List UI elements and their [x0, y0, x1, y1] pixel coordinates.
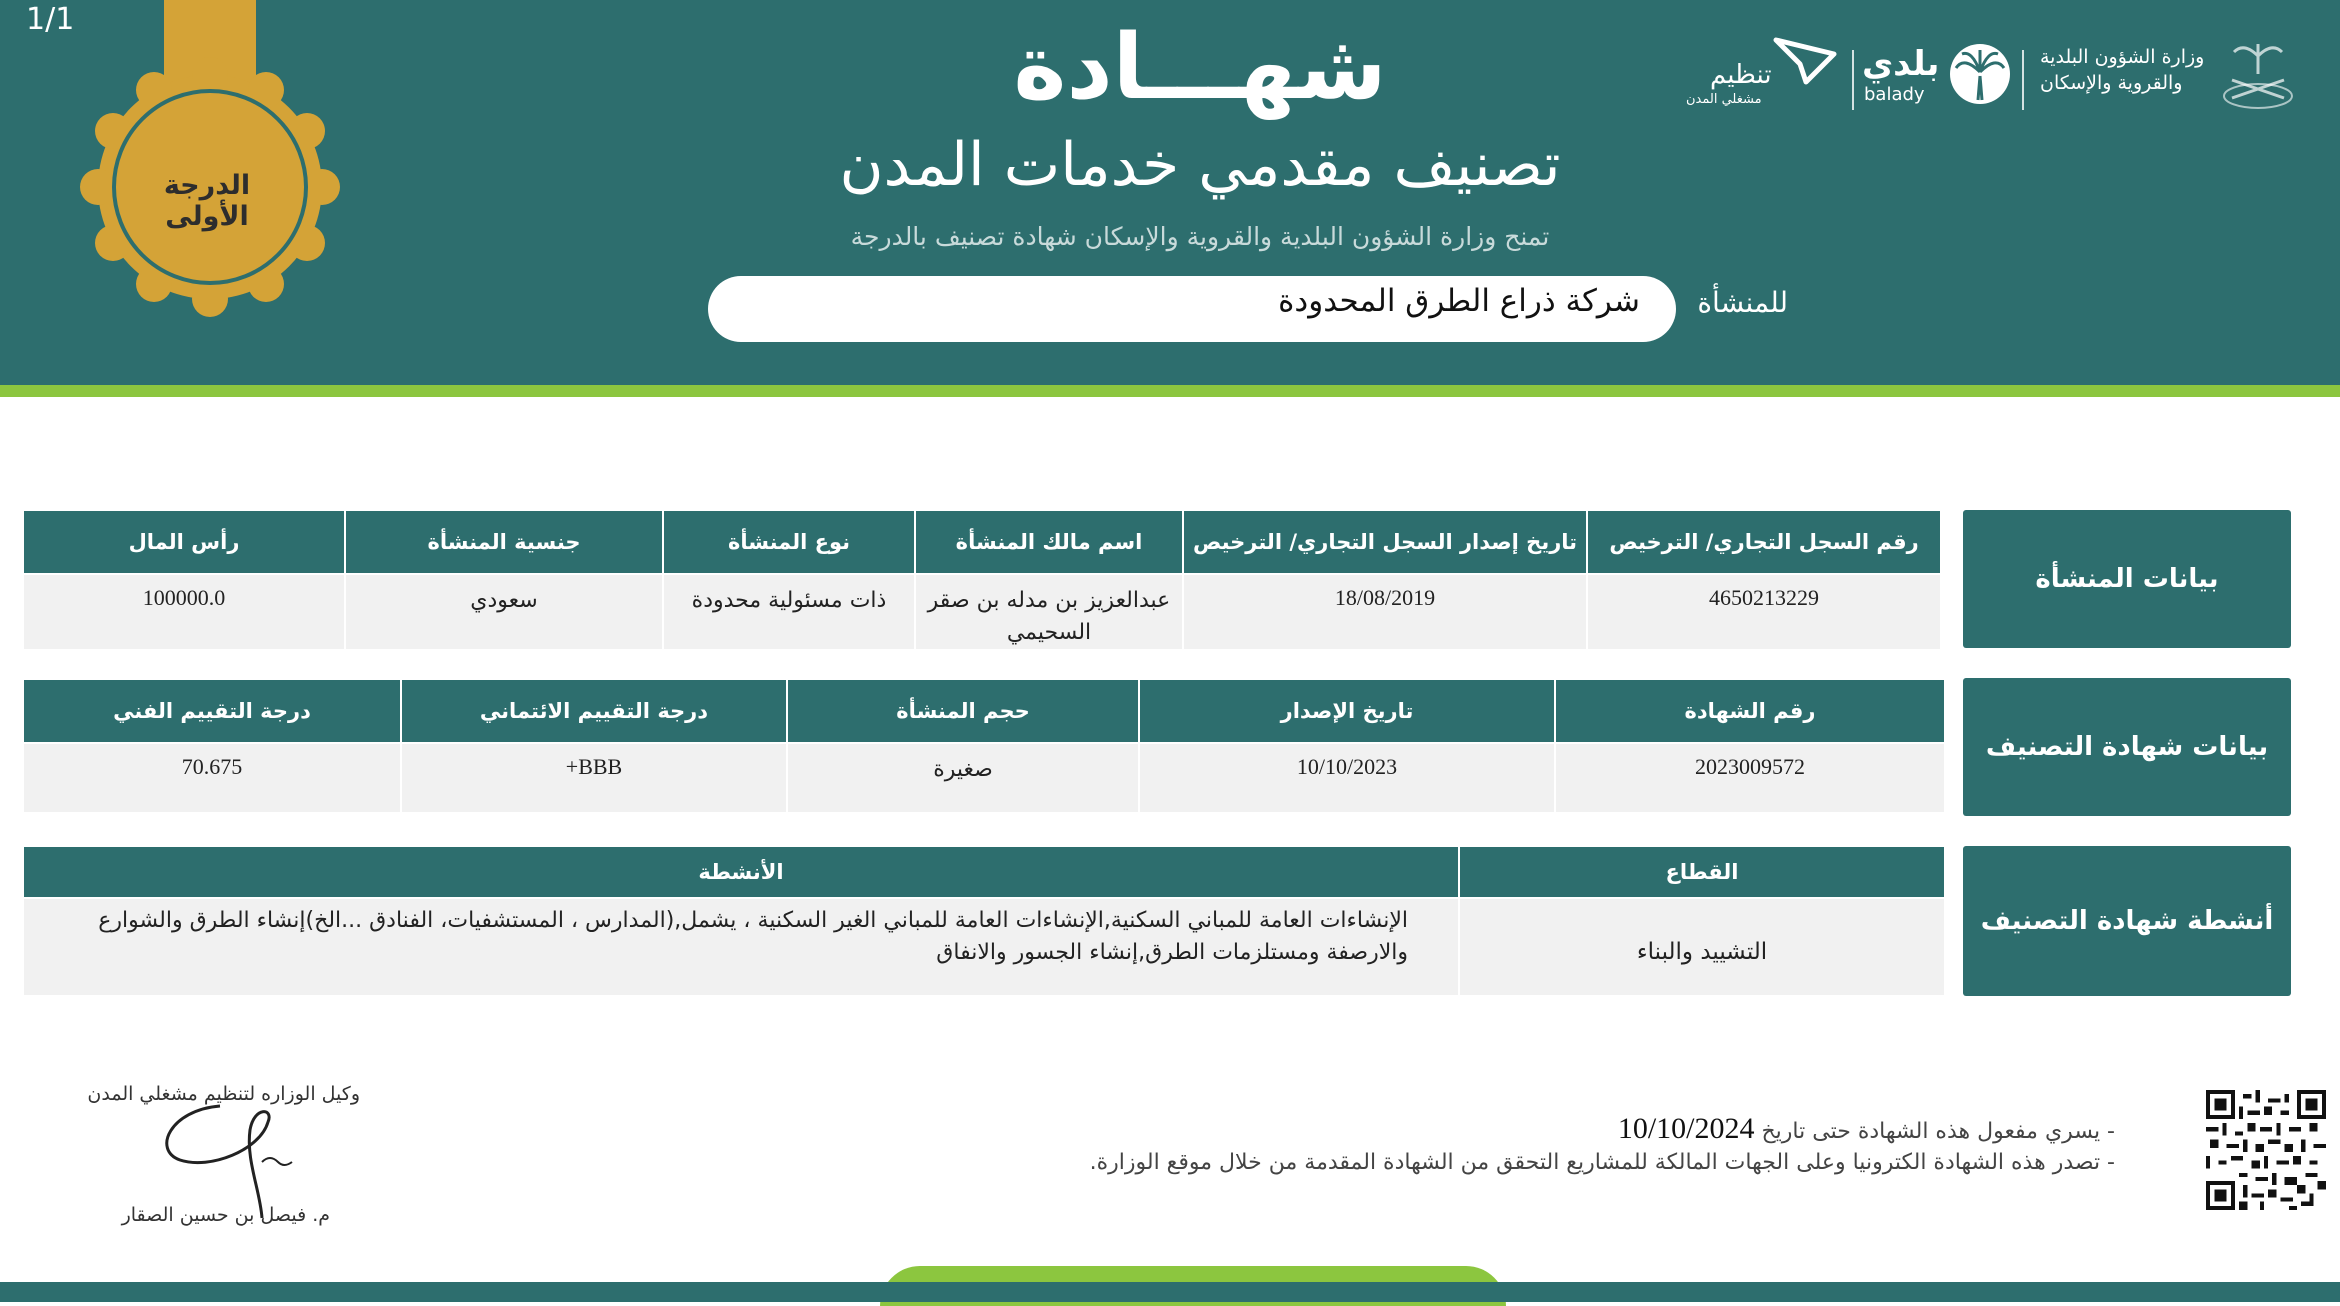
issued-note: - تصدر هذه الشهادة الكترونيا وعلى الجهات المالكة للمشاريع التحقق من الشهادة المقدمة من خلال موقع الوزارة. — [1089, 1150, 2115, 1175]
ministry-logo-line1: وزارة الشؤون البلدية — [2040, 46, 2205, 68]
balady-logo-text: بلدي — [1862, 44, 1940, 84]
classification-table — [22, 678, 1946, 814]
grade-badge — [80, 0, 340, 330]
section-label-activities: أنشطة شهادة التصنيف — [1963, 846, 2291, 996]
signature-image — [150, 1100, 310, 1220]
section-label-establishment: بيانات المنشأة — [1963, 510, 2291, 648]
commercial-registration-number: 4650213229 — [1587, 574, 1941, 650]
validity-text: - يسري مفعول هذه الشهادة حتى تاريخ — [1761, 1119, 2115, 1144]
header-technical-rating: درجة التقييم الفني — [23, 679, 401, 743]
tanzeem-logo-icon — [1772, 34, 1838, 86]
logo-divider — [2022, 50, 2024, 110]
logos-group — [1686, 30, 2320, 120]
validity-date: 10/10/2024 — [1617, 1112, 1755, 1145]
header-capital: رأس المال — [23, 510, 345, 574]
certificate-subtitle: تصنيف مقدمي خدمات المدن — [839, 130, 1561, 200]
footer-bar — [0, 1282, 2340, 1302]
signatory-name: م. فيصل بن حسين الصقار — [121, 1204, 330, 1226]
sector: التشييد والبناء — [1459, 898, 1945, 996]
header-nationality: جنسية المنشأة — [345, 510, 663, 574]
org-name: شركة ذراع الطرق المحدودة — [1278, 283, 1640, 319]
activities-text: الإنشاءات العامة للمباني السكنية,الإنشاءات العامة للمباني الغير السكنية ، يشمل,(المدارس ، المستشفيات، الفنادق ...الخ)إنشاء الطرق والشوارع والارصفة ومستلزمات الطرق,إنشاء الجسور والانفاق — [23, 898, 1459, 996]
signatory-title: وكيل الوزاره لتنظيم مشغلي المدن — [87, 1083, 360, 1105]
certificate-number: 2023009572 — [1555, 743, 1945, 813]
owner-name: عبدالعزيز بن مدله بن صقر السحيمي — [915, 574, 1183, 650]
org-label: للمنشأة — [1697, 286, 1788, 319]
establishment-type: ذات مسئولية محدودة — [663, 574, 915, 650]
certificate-title: شهـــادة — [1013, 15, 1387, 120]
tanzeem-logo-subtext: مشغلي المدن — [1686, 92, 1762, 107]
header-activities: الأنشطة — [23, 846, 1459, 898]
grade-badge-label: الدرجة الأولى — [163, 170, 251, 232]
header-registration-date: تاريخ إصدار السجل التجاري/ الترخيص — [1183, 510, 1587, 574]
section-label-classification: بيانات شهادة التصنيف — [1963, 678, 2291, 816]
credit-rating: BBB+ — [401, 743, 787, 813]
header-commercial-registration-number: رقم السجل التجاري/ الترخيص — [1587, 510, 1941, 574]
issue-date: 10/10/2023 — [1139, 743, 1555, 813]
header-credit-rating: درجة التقييم الائتماني — [401, 679, 787, 743]
header-establishment-type: نوع المنشأة — [663, 510, 915, 574]
palm-logo-icon — [1948, 42, 2012, 106]
establishment-table — [22, 509, 1942, 651]
nationality: سعودي — [345, 574, 663, 650]
header-establishment-size: حجم المنشأة — [787, 679, 1139, 743]
header-issue-date: تاريخ الإصدار — [1139, 679, 1555, 743]
header-sector: القطاع — [1459, 846, 1945, 898]
registration-date: 18/08/2019 — [1183, 574, 1587, 650]
header-owner-name: اسم مالك المنشأة — [915, 510, 1183, 574]
activities-table — [22, 845, 1946, 997]
logo-divider — [1852, 50, 1854, 110]
ministry-logo-line2: والقروية والإسكان — [2040, 72, 2183, 94]
page-number: 1/1 — [26, 2, 75, 37]
establishment-size: صغيرة — [787, 743, 1139, 813]
technical-rating: 70.675 — [23, 743, 401, 813]
ministry-emblem-icon — [2218, 36, 2298, 112]
qr-code — [2206, 1090, 2326, 1210]
validity-note — [1000, 1112, 2115, 1146]
header-stripe — [0, 385, 2340, 397]
capital: 100000.0 — [23, 574, 345, 650]
header-certificate-number: رقم الشهادة — [1555, 679, 1945, 743]
grant-text: تمنح وزارة الشؤون البلدية والقروية والإسكان شهادة تصنيف بالدرجة — [850, 222, 1550, 251]
tanzeem-logo-text: تنظيم — [1710, 60, 1772, 90]
balady-logo-latin: balady — [1864, 84, 1925, 105]
